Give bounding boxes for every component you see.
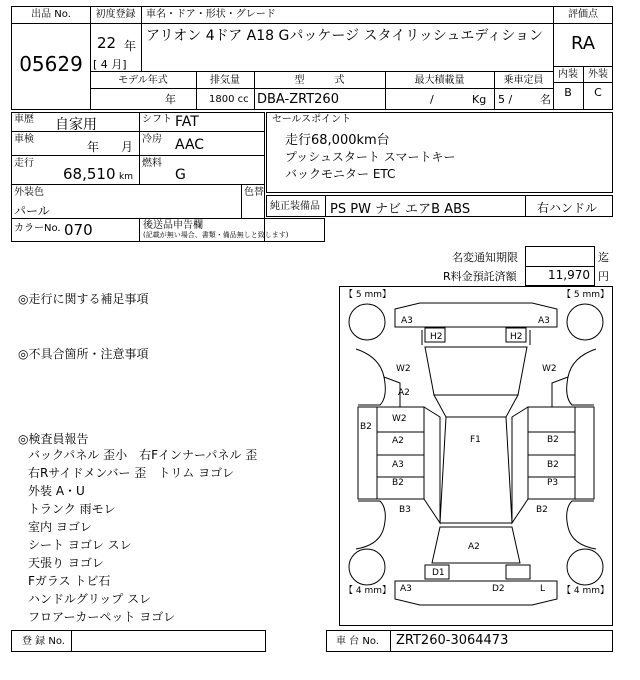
model-year-unit: 年 bbox=[165, 93, 176, 106]
mark: L bbox=[540, 584, 546, 594]
inspector-label: ◎検査員報告 bbox=[18, 432, 89, 446]
mark: W2 bbox=[396, 364, 411, 374]
windshield bbox=[434, 395, 518, 417]
max-load-label: 最大積載量 bbox=[414, 75, 465, 86]
inspection-month: 月 bbox=[121, 140, 134, 154]
steering: 右ハンドル bbox=[537, 201, 598, 215]
mark: B2 bbox=[536, 505, 548, 515]
mark: A2 bbox=[468, 542, 480, 552]
mileage-unit: km bbox=[119, 172, 133, 182]
inspector-item: 天張り ヨゴレ bbox=[28, 556, 104, 570]
inspection-year: 年 bbox=[87, 140, 100, 154]
inspection-label: 車検 bbox=[14, 134, 34, 145]
taillight-right bbox=[506, 565, 530, 579]
interior-label: 内装 bbox=[558, 69, 578, 80]
color: パール bbox=[14, 204, 50, 218]
recycle-label: R料金預託済額 bbox=[443, 270, 517, 283]
capacity: 5 / bbox=[498, 93, 513, 106]
right-front-door bbox=[528, 407, 575, 455]
exterior-grade: C bbox=[594, 86, 602, 99]
mark: B2 bbox=[547, 460, 559, 470]
history-label: 車歴 bbox=[14, 114, 34, 125]
score: RA bbox=[570, 33, 596, 54]
score-label: 評価点 bbox=[568, 9, 598, 20]
mark: H2 bbox=[510, 332, 523, 342]
left-front-fender bbox=[356, 349, 385, 405]
left-rear-fender bbox=[356, 501, 385, 549]
mark: B2 bbox=[392, 478, 404, 488]
exterior-label: 外装 bbox=[588, 69, 608, 80]
fuel: G bbox=[175, 167, 186, 183]
wheel-front-left bbox=[349, 304, 385, 340]
car-diagram bbox=[339, 286, 613, 626]
color-no: 070 bbox=[64, 221, 93, 239]
color-change-label: 色替 bbox=[244, 187, 264, 198]
fuel-label: 燃料 bbox=[142, 158, 162, 169]
sales-point-label: セールスポイント bbox=[272, 114, 352, 125]
capacity-label: 乗車定員 bbox=[503, 75, 544, 86]
driving-remarks-label: ◎走行に関する補足事項 bbox=[18, 292, 149, 306]
inspector-item: トランク 雨モレ bbox=[28, 502, 116, 516]
mark: A3 bbox=[400, 584, 412, 594]
displacement: 1800 cc bbox=[209, 94, 249, 105]
rear-bumper bbox=[395, 581, 557, 605]
displacement-label: 排気量 bbox=[210, 75, 240, 86]
sales-point-3: バックモニター ETC bbox=[285, 167, 396, 181]
mark: B2 bbox=[360, 422, 372, 432]
hood bbox=[425, 347, 527, 395]
reg-year: 22 bbox=[97, 34, 117, 52]
ac: AAC bbox=[175, 137, 205, 153]
front-bumper bbox=[395, 303, 557, 327]
inspector-item: 右Rサイドメンバー 歪 トリム ヨゴレ bbox=[28, 466, 235, 480]
name-change-label: 名変通知期限 bbox=[452, 251, 518, 264]
mark: A3 bbox=[538, 316, 550, 326]
recycle-value: 11,970 bbox=[548, 268, 590, 282]
inspector-item: 外装 A・U bbox=[28, 484, 85, 498]
chassis-label: 車 台 No. bbox=[336, 636, 379, 647]
inspector-item: 室内 ヨゴレ bbox=[28, 520, 92, 534]
name-change-unit: 迄 bbox=[598, 251, 609, 264]
car-name-label: 車名・ドア・形状・グレード bbox=[146, 9, 276, 20]
reg-year-unit: 年 bbox=[124, 39, 137, 53]
inspector-item: フロアーカーペット ヨゴレ bbox=[28, 610, 176, 624]
mark: P3 bbox=[547, 478, 559, 488]
model-year-label: モデル年式 bbox=[118, 75, 168, 86]
color-no-label: カラーNo. bbox=[14, 223, 61, 234]
mark: W2 bbox=[392, 414, 407, 424]
recycle-unit: 円 bbox=[598, 270, 609, 283]
max-load: / bbox=[430, 93, 434, 106]
mark: A3 bbox=[401, 316, 413, 326]
mileage: 68,510 bbox=[63, 165, 116, 183]
mark: A2 bbox=[398, 388, 410, 398]
car-diagram-svg bbox=[340, 287, 612, 625]
tire-depth-fr: 【 5 mm】 bbox=[562, 290, 609, 300]
mark: F1 bbox=[470, 435, 481, 445]
wheel-rear-left bbox=[349, 549, 385, 585]
chassis-no: ZRT260-3064473 bbox=[396, 633, 509, 648]
model: DBA-ZRT260 bbox=[257, 92, 339, 107]
inspector-item: ハンドルグリップ スレ bbox=[28, 592, 152, 606]
reg-month: [ 4 月] bbox=[93, 58, 127, 71]
sales-point-2: プッシュスタート スマートキー bbox=[285, 150, 456, 164]
wheel-rear-right bbox=[567, 549, 603, 585]
left-side-sill bbox=[358, 407, 377, 499]
mark: B2 bbox=[547, 435, 559, 445]
color-label: 外装色 bbox=[14, 187, 44, 198]
lot-no-label: 出品 No. bbox=[31, 9, 71, 20]
name-change-box[interactable] bbox=[525, 246, 595, 267]
mileage-label: 走行 bbox=[14, 158, 34, 169]
max-load-unit: Kg bbox=[472, 93, 487, 106]
tire-depth-fl: 【 5 mm】 bbox=[344, 290, 391, 300]
inspector-item: Fガラス トビ石 bbox=[28, 574, 111, 588]
equip-label: 純正装備品 bbox=[270, 201, 320, 212]
tire-depth-rl: 【 4 mm】 bbox=[344, 586, 391, 596]
right-rear-fender bbox=[567, 501, 596, 549]
shift-label: シフト bbox=[142, 114, 172, 125]
equipment: PS PW ナビ エアB ABS bbox=[330, 202, 471, 217]
defects-label: ◎不具合箇所・注意事項 bbox=[18, 347, 149, 361]
mark: H2 bbox=[430, 332, 443, 342]
first-reg-label: 初度登録 bbox=[95, 9, 136, 20]
car-name: アリオン 4ドア A18 Gパッケージ スタイリッシュエディション bbox=[146, 28, 544, 44]
later-docs-note: (記載が無い場合、書類・備品無しと致します) bbox=[143, 231, 289, 239]
history: 自家用 bbox=[55, 117, 97, 133]
roof bbox=[440, 417, 512, 523]
mark: A2 bbox=[392, 436, 404, 446]
inspector-item: シート ヨゴレ スレ bbox=[28, 538, 132, 552]
right-front-fender bbox=[567, 349, 596, 405]
sales-point-1: 走行68,000km台 bbox=[285, 133, 390, 148]
mark: A3 bbox=[392, 460, 404, 470]
mark: W2 bbox=[542, 364, 557, 374]
later-docs-label: 後送品申告欄 bbox=[143, 220, 203, 231]
shift: FAT bbox=[175, 114, 199, 130]
mark: D2 bbox=[492, 584, 505, 594]
inspector-item: バックパネル 歪小 右Fインナーパネル 歪 bbox=[28, 448, 258, 462]
model-label: 型 式 bbox=[294, 75, 345, 86]
capacity-unit: 名 bbox=[540, 93, 551, 106]
ac-label: 冷房 bbox=[142, 134, 162, 145]
wheel-front-right bbox=[567, 304, 603, 340]
interior-grade: B bbox=[564, 86, 572, 99]
tire-depth-rr: 【 4 mm】 bbox=[562, 586, 609, 596]
lot-no: 05629 bbox=[19, 52, 83, 76]
mark: B3 bbox=[399, 505, 411, 515]
right-side-sill bbox=[575, 407, 594, 499]
mark: D1 bbox=[432, 568, 445, 578]
reg-no-label: 登 録 No. bbox=[22, 636, 65, 647]
